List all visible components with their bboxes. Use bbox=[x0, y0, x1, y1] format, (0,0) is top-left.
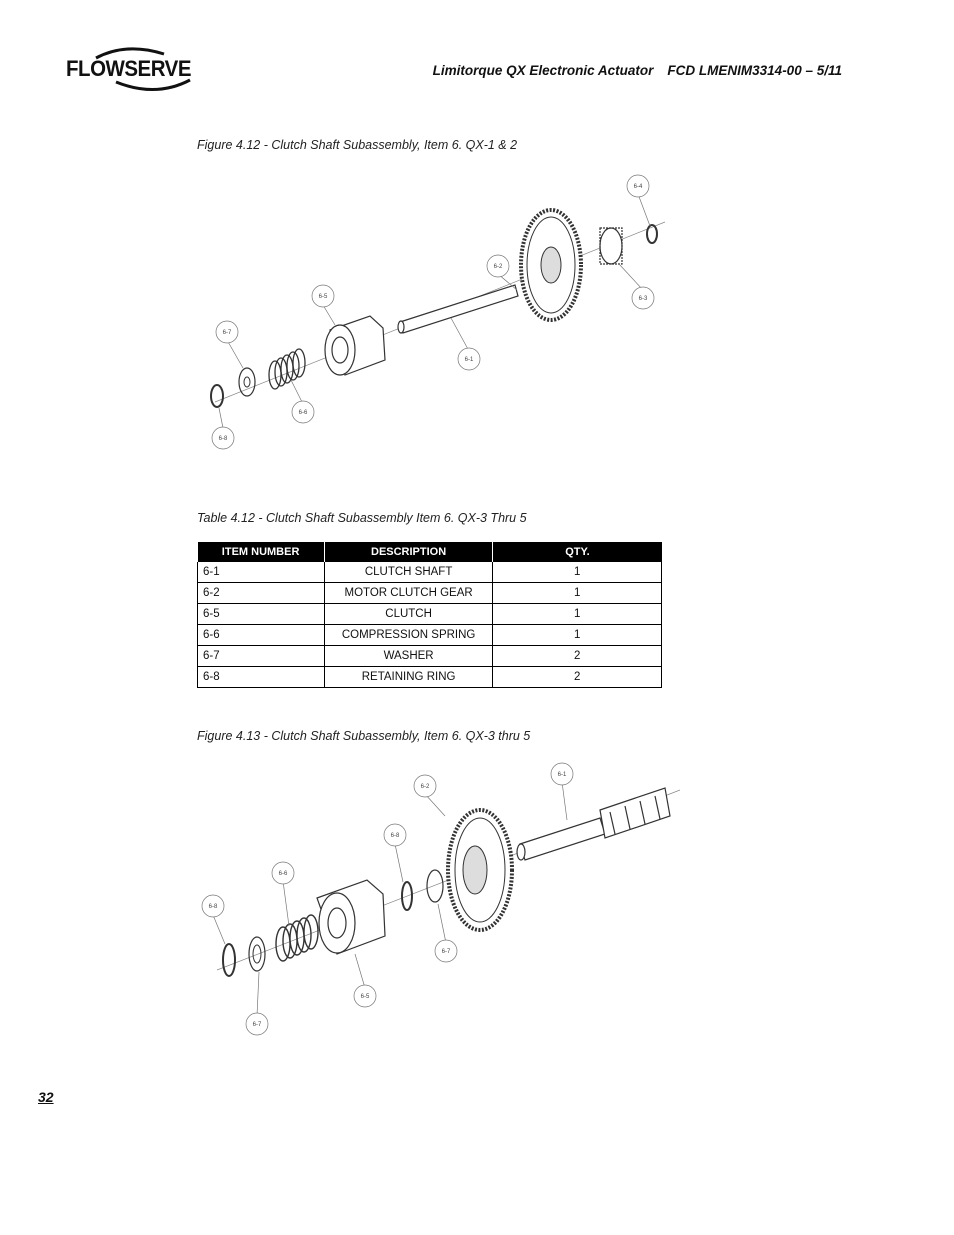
cell-description: WASHER bbox=[324, 646, 493, 667]
figure-1-callout-label: 6-3 bbox=[638, 296, 648, 302]
figure-1-clutch bbox=[325, 316, 385, 375]
flowserve-logo bbox=[66, 44, 208, 98]
document-code: FCD LMENIM3314-00 – 5/11 bbox=[667, 63, 842, 78]
figure-1-snap-ring bbox=[647, 225, 657, 243]
cell-item-number: 6-6 bbox=[198, 625, 325, 646]
table-caption: Table 4.12 - Clutch Shaft Subassembly Item 6. QX-3 Thru 5 bbox=[197, 511, 527, 525]
cell-item-number: 6-5 bbox=[198, 604, 325, 625]
table-row bbox=[198, 604, 662, 625]
figure-2-shaft bbox=[517, 788, 670, 860]
figure-2-caption: Figure 4.13 - Clutch Shaft Subassembly, Item 6. QX-3 thru 5 bbox=[197, 729, 531, 743]
cell-qty: 1 bbox=[493, 583, 662, 604]
cell-description: COMPRESSION SPRING bbox=[324, 625, 493, 646]
figure-1-gear bbox=[521, 210, 581, 320]
figure-1-callout-label: 6-7 bbox=[222, 330, 232, 336]
table-row bbox=[198, 646, 662, 667]
figure-1-washer bbox=[239, 368, 255, 396]
cell-item-number: 6-7 bbox=[198, 646, 325, 667]
figure-2-retaining-ring bbox=[223, 944, 235, 976]
figure-2-washer-right bbox=[427, 870, 443, 902]
figure-1-spring bbox=[269, 349, 305, 389]
column-header-item-number: ITEM NUMBER bbox=[198, 542, 325, 562]
figure-1-callout-label: 6-8 bbox=[218, 436, 228, 442]
figure-1-callout-label: 6-4 bbox=[633, 184, 643, 190]
cell-qty: 1 bbox=[493, 625, 662, 646]
figure-2-callout-label: 6-7 bbox=[441, 949, 451, 955]
cell-item-number: 6-1 bbox=[198, 562, 325, 583]
page-number: 32 bbox=[38, 1089, 54, 1105]
figure-2-callout-label: 6-8 bbox=[390, 833, 400, 839]
table-row bbox=[198, 583, 662, 604]
cell-item-number: 6-2 bbox=[198, 583, 325, 604]
column-header-description: DESCRIPTION bbox=[324, 542, 493, 562]
cell-description: CLUTCH SHAFT bbox=[324, 562, 493, 583]
table-row bbox=[198, 625, 662, 646]
figure-2-clutch bbox=[317, 880, 385, 954]
figure-2-callout-label: 6-8 bbox=[208, 904, 218, 910]
figure-1-retaining-ring bbox=[211, 385, 223, 407]
parts-table bbox=[197, 542, 662, 688]
cell-description: MOTOR CLUTCH GEAR bbox=[324, 583, 493, 604]
cell-description: RETAINING RING bbox=[324, 667, 493, 688]
cell-item-number: 6-8 bbox=[198, 667, 325, 688]
figure-1-callout-label: 6-6 bbox=[298, 410, 308, 416]
figure-2-callout-label: 6-7 bbox=[252, 1022, 262, 1028]
cell-qty: 2 bbox=[493, 667, 662, 688]
figure-1-caption: Figure 4.12 - Clutch Shaft Subassembly, Item 6. QX-1 & 2 bbox=[197, 138, 518, 152]
figure-2-callout-label: 6-1 bbox=[557, 772, 567, 778]
figure-1-callout-label: 6-1 bbox=[464, 357, 474, 363]
figure-2-callouts bbox=[202, 763, 573, 1035]
figure-2-washer bbox=[249, 937, 265, 971]
figure-2-callout-label: 6-6 bbox=[278, 871, 288, 877]
figure-2-exploded-diagram bbox=[195, 758, 685, 1043]
product-title: Limitorque QX Electronic Actuator bbox=[432, 63, 654, 78]
figure-1-exploded-diagram bbox=[195, 170, 675, 460]
cell-qty: 1 bbox=[493, 562, 662, 583]
figure-2-callout-label: 6-5 bbox=[360, 994, 370, 1000]
figure-1-pinion bbox=[600, 228, 622, 264]
column-header-qty: QTY. bbox=[493, 542, 662, 562]
logo-wordmark: FLOWSERVE bbox=[66, 56, 192, 81]
cell-qty: 1 bbox=[493, 604, 662, 625]
table-row bbox=[198, 667, 662, 688]
table-header-row bbox=[198, 542, 662, 562]
figure-1-callout-label: 6-5 bbox=[318, 294, 328, 300]
figure-1-callout-label: 6-2 bbox=[493, 264, 503, 270]
figure-2-callout-label: 6-2 bbox=[420, 784, 430, 790]
page-header bbox=[380, 63, 842, 78]
figure-2-spring bbox=[276, 915, 318, 961]
figure-2-gear bbox=[448, 810, 512, 930]
cell-qty: 2 bbox=[493, 646, 662, 667]
figure-1-shaft bbox=[398, 285, 518, 333]
table-row bbox=[198, 562, 662, 583]
cell-description: CLUTCH bbox=[324, 604, 493, 625]
